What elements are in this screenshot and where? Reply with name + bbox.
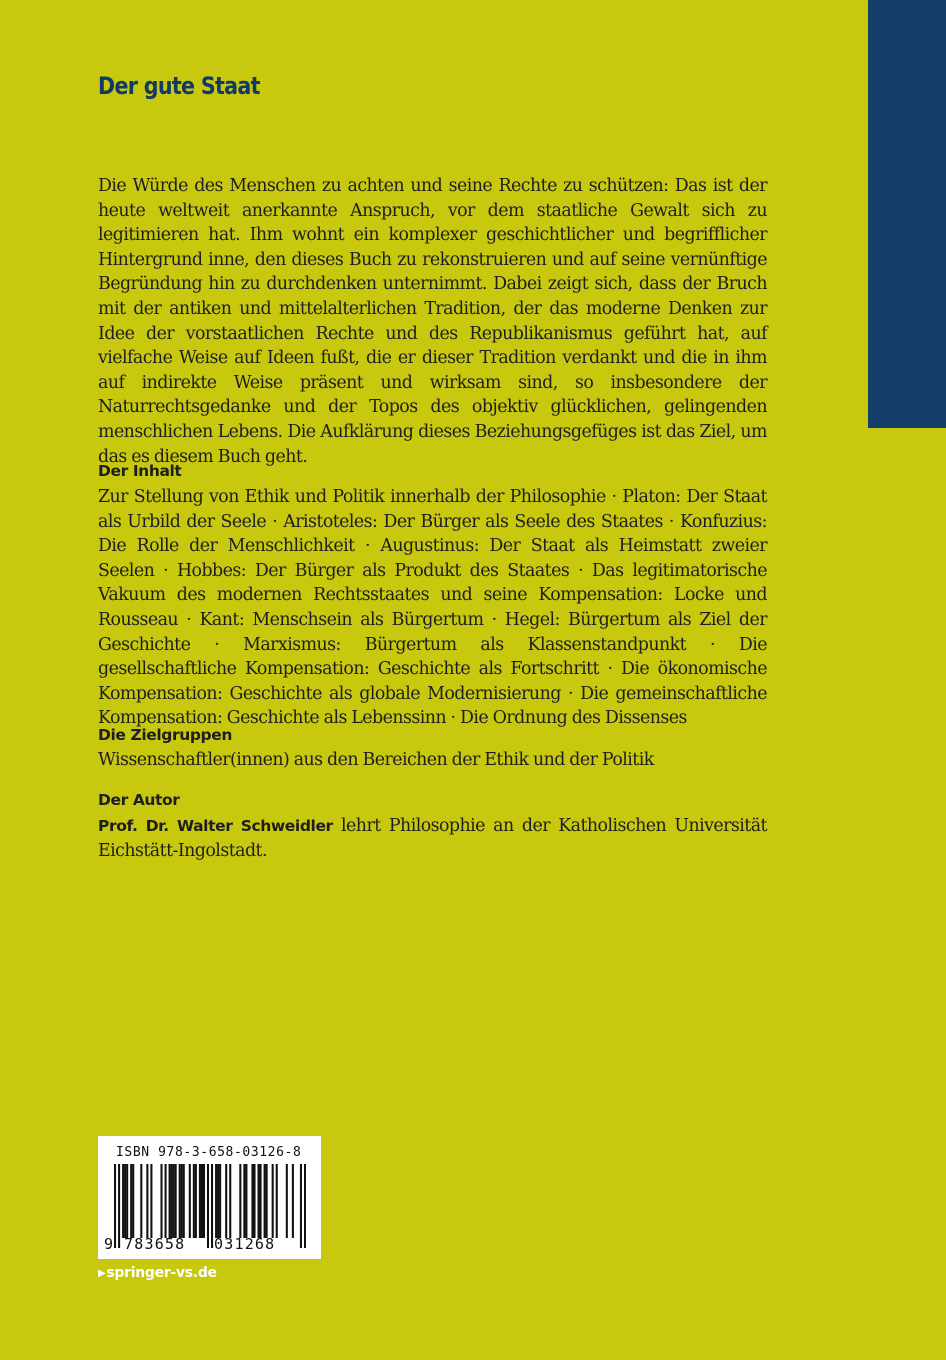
barcode-bar [264,1164,266,1238]
barcode-bar [215,1164,217,1238]
barcode-bar [160,1164,162,1238]
barcode-bar [132,1164,134,1238]
barcode-bar [225,1164,227,1238]
barcode-bar [189,1164,191,1238]
barcode-bar [286,1164,288,1238]
barcode-bar [122,1164,124,1238]
contents-text: Zur Stellung von Ethik und Politik innerhalb der Philosophie · Platon: Der Staat als Urbild der Seele · Aristoteles: Der Bürger als Seele des Staates · Konfuzius: Die Rolle der Menschlichkeit · Augustinus: Der Staat als Heimstatt zweier Seelen · Hobbes: Der Bürger als Produkt des Staates · Das legitimatorische Vakuum des modernen Rechtsstaates und seine Kompensation: Locke und Rousseau · Kant: Menschsein als Bürgertum · Hegel: Bürgertum als Ziel der Geschichte · Marxismus: Bürgertum als Klassenstandpunkt · Die gesellschaftliche Kompensation: Geschichte als Fortschritt · Die ökonomische Kompensation: Geschichte als globale Modernisierung · Die gemeinschaftliche Kompensation: Geschichte als Lebenssinn · Die Ordnung des Dissenses [98,487,767,729]
barcode-bar [260,1164,262,1238]
author-name: Prof. Dr. Walter Schweidler [98,817,333,835]
barcode-bar [211,1164,213,1248]
barcode-bar [300,1164,302,1248]
barcode-bar [253,1164,255,1238]
barcode-bar [124,1164,126,1238]
isbn-label: ISBN 978-3-658-03126-8 [116,1145,302,1160]
barcode-bar [207,1164,209,1248]
barcode-bar [292,1164,294,1238]
barcode-bar [245,1164,247,1238]
barcode-bar [229,1164,231,1238]
barcode-digits-left: 783658 [124,1235,186,1253]
book-title: Der gute Staat [98,72,260,100]
navy-accent-bar [868,0,946,428]
barcode-bar [126,1164,128,1238]
barcode-bar [239,1164,241,1238]
barcode-bar [199,1164,201,1238]
barcode-bar [217,1164,219,1238]
arrow-right-icon: ▶ [98,1268,106,1279]
barcode-bar [169,1164,171,1238]
publisher-link[interactable] [98,1265,217,1281]
barcode-bar [114,1164,116,1248]
barcode-bar [173,1164,175,1238]
barcode-bar [219,1164,221,1238]
blurb-text: Die Würde des Menschen zu achten und seine Rechte zu schützen: Das ist der heute weltweit anerkannte Anspruch, vor dem staatliche Gewalt sich zu legitimieren hat. Ihm wohnt ein komplexer geschichtlicher und begrifflicher Hintergrund inne, den dieses Buch zu rekonstruieren und auf seine vernünftige Begründung hin zu durchdenken unternimmt. Dabei zeigt sich, dass der Bruch mit der antiken und mittelalterlichen Tradition, der das moderne Denken zur Idee der vorstaatlichen Rechte und des Republikanismus geführt hat, auf vielfache Weise auf Ideen fußt, die er dieser Tradition verdankt und die in ihm auf indirekte Weise präsent und wirksam sind, so insbesondere der Naturrechtsgedanke und der Topos des objektiv glücklichen, gelingenden menschlichen Lebens. Die Aufklärung dieses Beziehungsgefüges ist das Ziel, um das es diesem Buch geht. [98,176,767,467]
barcode-bar [130,1164,132,1238]
author-bio: lehrt Philosophie an der Katholischen Universität Eichstätt-Ingolstadt. [98,816,767,861]
barcode-bar [266,1164,268,1238]
barcode-bar [146,1164,148,1238]
barcode-bar [181,1164,183,1238]
audience-text: Wissenschaftler(innen) aus den Bereichen der Ethik und der Politik [98,750,654,770]
publisher-url: springer-vs.de [106,1265,217,1281]
barcode-bar [179,1164,181,1238]
barcode-bar [276,1164,278,1238]
barcode-bar [193,1164,195,1238]
barcode-bar [140,1164,142,1238]
author-heading: Der Autor [98,791,180,809]
barcode-digit-first: 9 [104,1235,114,1253]
barcode-bar [304,1164,306,1248]
barcode-bar [165,1164,167,1238]
barcode-bar [195,1164,197,1238]
barcode-bar [150,1164,152,1238]
contents-heading: Der Inhalt [98,462,182,480]
barcode-bar [201,1164,203,1238]
barcode-bar [257,1164,259,1238]
barcode-bar [243,1164,245,1238]
audience-heading: Die Zielgruppen [98,726,232,744]
barcode-bar [175,1164,177,1238]
barcode-bar [272,1164,274,1238]
barcode-bar [203,1164,205,1238]
barcode-bar [118,1164,120,1248]
barcode-bar [251,1164,253,1238]
barcode-bar [183,1164,185,1238]
author-text [98,814,767,863]
barcode-digits-right: 031268 [214,1235,276,1253]
barcode-bar [171,1164,173,1238]
barcode-box [98,1136,321,1259]
